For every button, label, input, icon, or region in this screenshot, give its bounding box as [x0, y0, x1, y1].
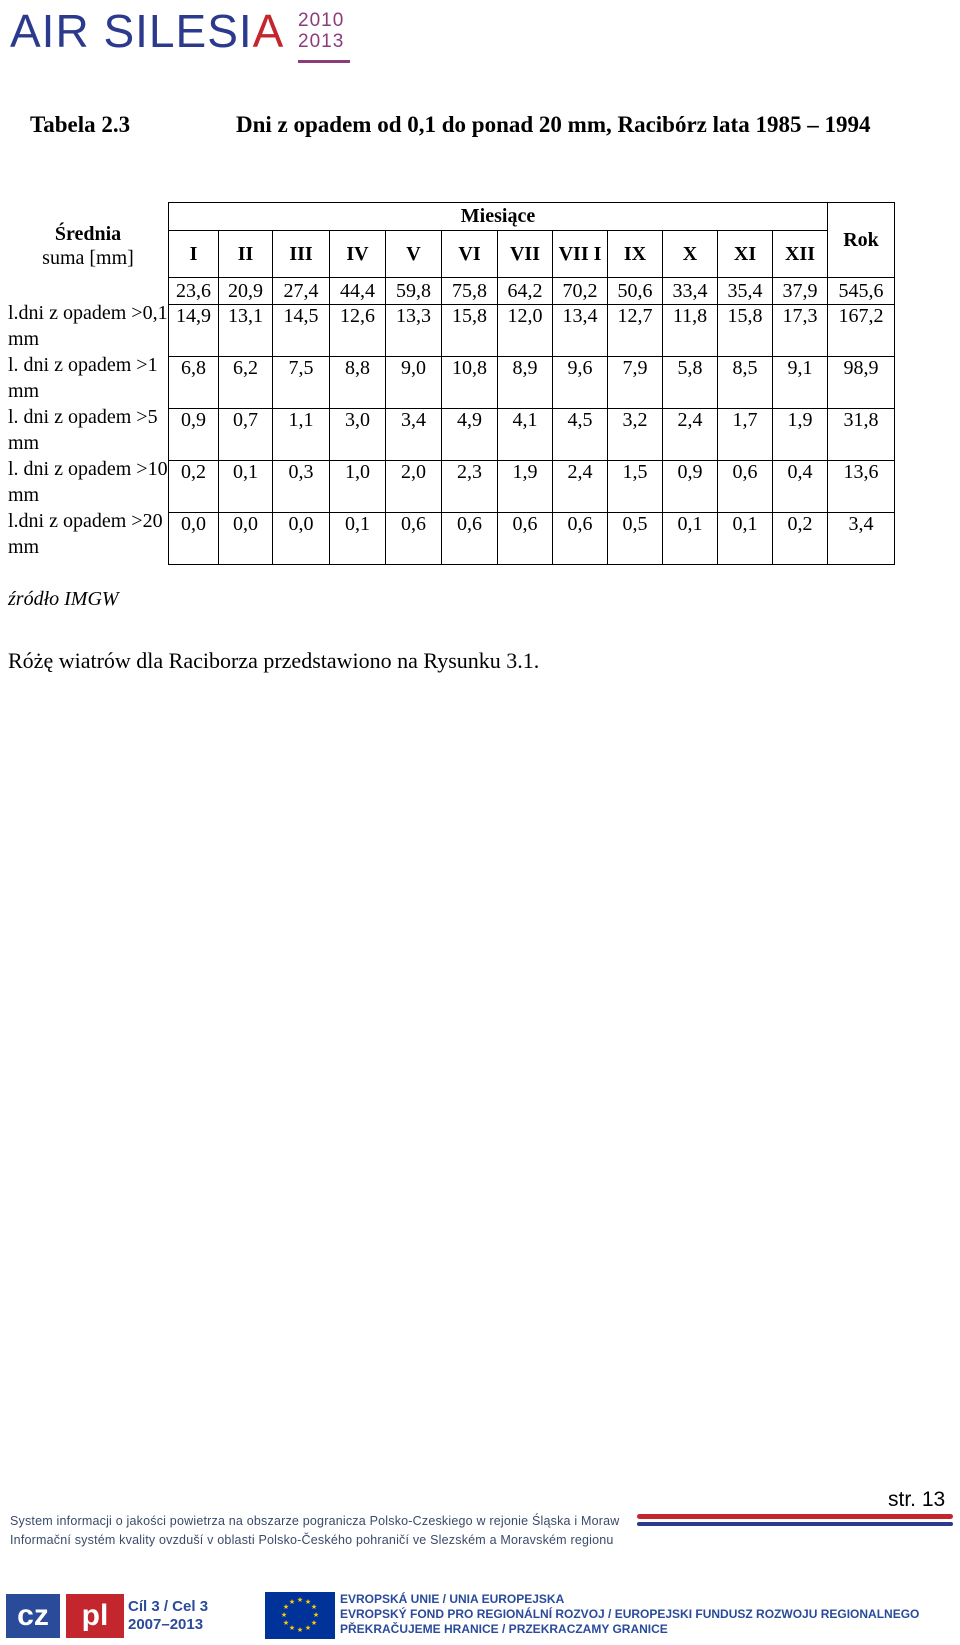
- table-cell: 13,3: [386, 305, 442, 357]
- logo-wordmark: AIR SILESIA: [10, 5, 285, 57]
- table-row: [169, 357, 895, 409]
- svg-text:★: ★: [296, 1596, 304, 1604]
- table-cell: 0,6: [386, 513, 442, 565]
- row-label: l.dni z opadem >0,1 mm: [8, 302, 168, 350]
- table-cell: 8,9: [498, 357, 553, 409]
- table-cell: 0,7: [219, 409, 273, 461]
- table-cell: 0,1: [330, 513, 386, 565]
- svg-text:★: ★: [282, 1619, 290, 1627]
- table-cell: 0,5: [608, 513, 663, 565]
- table-cell: 0,0: [273, 513, 330, 565]
- cz-block: cz: [6, 1594, 60, 1638]
- table-cell: 1,9: [773, 409, 828, 461]
- row-label: l. dni z opadem >5 mm: [8, 406, 158, 454]
- table-cell: 3,0: [330, 409, 386, 461]
- table-cell: 37,9: [773, 278, 828, 305]
- table-cell: 10,8: [442, 357, 498, 409]
- svg-text:★: ★: [288, 1598, 296, 1606]
- table-cell: 15,8: [442, 305, 498, 357]
- table-cell: 7,9: [608, 357, 663, 409]
- table-cell: 2,3: [442, 461, 498, 513]
- table-cell: 0,6: [553, 513, 608, 565]
- table-cell: 44,4: [330, 278, 386, 305]
- year-total-cell: 3,4: [828, 513, 895, 565]
- table-cell: 12,6: [330, 305, 386, 357]
- table-cell: 1,0: [330, 461, 386, 513]
- month-header: X: [663, 231, 718, 278]
- svg-text:★: ★: [296, 1626, 304, 1634]
- eu-text: EVROPSKÁ UNIE / UNIA EUROPEJSKA EVROPSKÝ FOND PRO REGIONÁLNÍ ROZVOJ / EUROPEJSKI FUNDUSZ ROZWOJU REGIONALNEGO PŘEKRAČUJEME HRANICE / PRZEKRACZAMY GRANICE: [340, 1592, 920, 1636]
- logo-years: 2010 2013: [298, 10, 345, 52]
- svg-text:★: ★: [310, 1619, 318, 1627]
- table-cell: 13,1: [219, 305, 273, 357]
- svg-text:★: ★: [304, 1624, 312, 1632]
- cil-cel-logo: Cíl 3 / Cel 3 2007–2013: [128, 1598, 209, 1633]
- table-cell: 12,0: [498, 305, 553, 357]
- table-cell: 64,2: [498, 278, 553, 305]
- table-cell: 70,2: [553, 278, 608, 305]
- table-cell: 35,4: [718, 278, 773, 305]
- year-total-cell: 98,9: [828, 357, 895, 409]
- table-cell: 20,9: [219, 278, 273, 305]
- table-cell: 6,8: [169, 357, 219, 409]
- table-body: [169, 278, 895, 565]
- svg-text:★: ★: [304, 1598, 312, 1606]
- table-cell: 13,4: [553, 305, 608, 357]
- table-cell: 1,9: [498, 461, 553, 513]
- table-cell: 0,3: [273, 461, 330, 513]
- table-cell: 11,8: [663, 305, 718, 357]
- precipitation-table: [168, 202, 895, 565]
- table-cell: 0,6: [718, 461, 773, 513]
- table-cell: 1,1: [273, 409, 330, 461]
- table-cell: 0,0: [169, 513, 219, 565]
- table-cell: 5,8: [663, 357, 718, 409]
- table-cell: 0,6: [498, 513, 553, 565]
- source-note: źródło IMGW: [8, 588, 119, 610]
- table-cell: 33,4: [663, 278, 718, 305]
- table-cell: 50,6: [608, 278, 663, 305]
- month-header: I: [169, 231, 219, 278]
- table-cell: 8,8: [330, 357, 386, 409]
- table-cell: 14,9: [169, 305, 219, 357]
- row-label: l. dni z opadem >10 mm: [8, 458, 168, 506]
- month-header: VI: [442, 231, 498, 278]
- table-cell: 7,5: [273, 357, 330, 409]
- svg-text:★: ★: [310, 1603, 318, 1611]
- table-cell: 4,5: [553, 409, 608, 461]
- year-total-cell: 167,2: [828, 305, 895, 357]
- svg-text:★: ★: [312, 1611, 320, 1619]
- table-cell: 0,9: [663, 461, 718, 513]
- table-cell: 2,4: [553, 461, 608, 513]
- table-cell: 75,8: [442, 278, 498, 305]
- table-cell: 9,0: [386, 357, 442, 409]
- table-cell: 23,6: [169, 278, 219, 305]
- table-cell: 8,5: [718, 357, 773, 409]
- table-cell: 0,4: [773, 461, 828, 513]
- table-cell: 6,2: [219, 357, 273, 409]
- table-cell: 3,2: [608, 409, 663, 461]
- air-silesia-logo: [8, 4, 348, 70]
- row-label: l.dni z opadem >20 mm: [8, 510, 163, 558]
- table-cell: 0,9: [169, 409, 219, 461]
- table-title: Dni z opadem od 0,1 do ponad 20 mm, Racibórz lata 1985 – 1994: [236, 112, 871, 137]
- month-header: IX: [608, 231, 663, 278]
- year-total-cell: 31,8: [828, 409, 895, 461]
- table-cell: 0,1: [663, 513, 718, 565]
- footer-red-line: [637, 1514, 953, 1519]
- table-cell: 17,3: [773, 305, 828, 357]
- logo-underline: [298, 60, 350, 63]
- table-row: [169, 278, 895, 305]
- month-header: IV: [330, 231, 386, 278]
- table-row: [169, 305, 895, 357]
- month-header: XI: [718, 231, 773, 278]
- table-row: [169, 409, 895, 461]
- month-header: III: [273, 231, 330, 278]
- footer-blue-line: [637, 1522, 953, 1526]
- table-cell: 0,2: [773, 513, 828, 565]
- table-cell: 0,2: [169, 461, 219, 513]
- year-header: Rok: [828, 203, 895, 278]
- table-cell: 9,6: [553, 357, 608, 409]
- table-cell: 4,1: [498, 409, 553, 461]
- table-cell: 0,0: [219, 513, 273, 565]
- table-cell: 1,7: [718, 409, 773, 461]
- month-header: II: [219, 231, 273, 278]
- czpl-logo: [6, 1594, 124, 1638]
- table-cell: 12,7: [608, 305, 663, 357]
- table-row: [169, 513, 895, 565]
- footer-text: System informacji o jakości powietrza na obszarze pogranicza Polsko-Czeskiego w rejonie Śląska i Moraw Informační systém kvality ovzduší v oblasti Polsko-Českého pohraničí ve Slezském a Moravském regionu: [10, 1514, 620, 1547]
- year-total-cell: 13,6: [828, 461, 895, 513]
- table-cell: 59,8: [386, 278, 442, 305]
- month-header: XII: [773, 231, 828, 278]
- table-cell: 0,1: [718, 513, 773, 565]
- body-paragraph: Różę wiatrów dla Raciborza przedstawiono na Rysunku 3.1.: [8, 648, 540, 673]
- table-cell: 9,1: [773, 357, 828, 409]
- table-cell: 14,5: [273, 305, 330, 357]
- eu-flag-icon: [265, 1592, 335, 1639]
- svg-text:★: ★: [280, 1611, 288, 1619]
- months-group-header: Miesiące: [169, 203, 828, 231]
- table-cell: 2,4: [663, 409, 718, 461]
- table-number: Tabela 2.3: [30, 112, 131, 137]
- table-cell: 27,4: [273, 278, 330, 305]
- table-cell: 1,5: [608, 461, 663, 513]
- page-number: str. 13: [888, 1488, 946, 1511]
- svg-text:★: ★: [288, 1624, 296, 1632]
- month-header: V: [386, 231, 442, 278]
- month-header: VII I: [553, 231, 608, 278]
- table-cell: 3,4: [386, 409, 442, 461]
- corner-label: Średnia suma [mm]: [42, 223, 134, 269]
- table-cell: 15,8: [718, 305, 773, 357]
- month-header: VII: [498, 231, 553, 278]
- row-label: l. dni z opadem >1 mm: [8, 354, 158, 402]
- table-cell: 2,0: [386, 461, 442, 513]
- table-cell: 0,1: [219, 461, 273, 513]
- table-cell: 0,6: [442, 513, 498, 565]
- svg-text:★: ★: [282, 1603, 290, 1611]
- table-cell: 4,9: [442, 409, 498, 461]
- table-row: [169, 461, 895, 513]
- year-total-cell: 545,6: [828, 278, 895, 305]
- pl-block: pl: [66, 1594, 124, 1638]
